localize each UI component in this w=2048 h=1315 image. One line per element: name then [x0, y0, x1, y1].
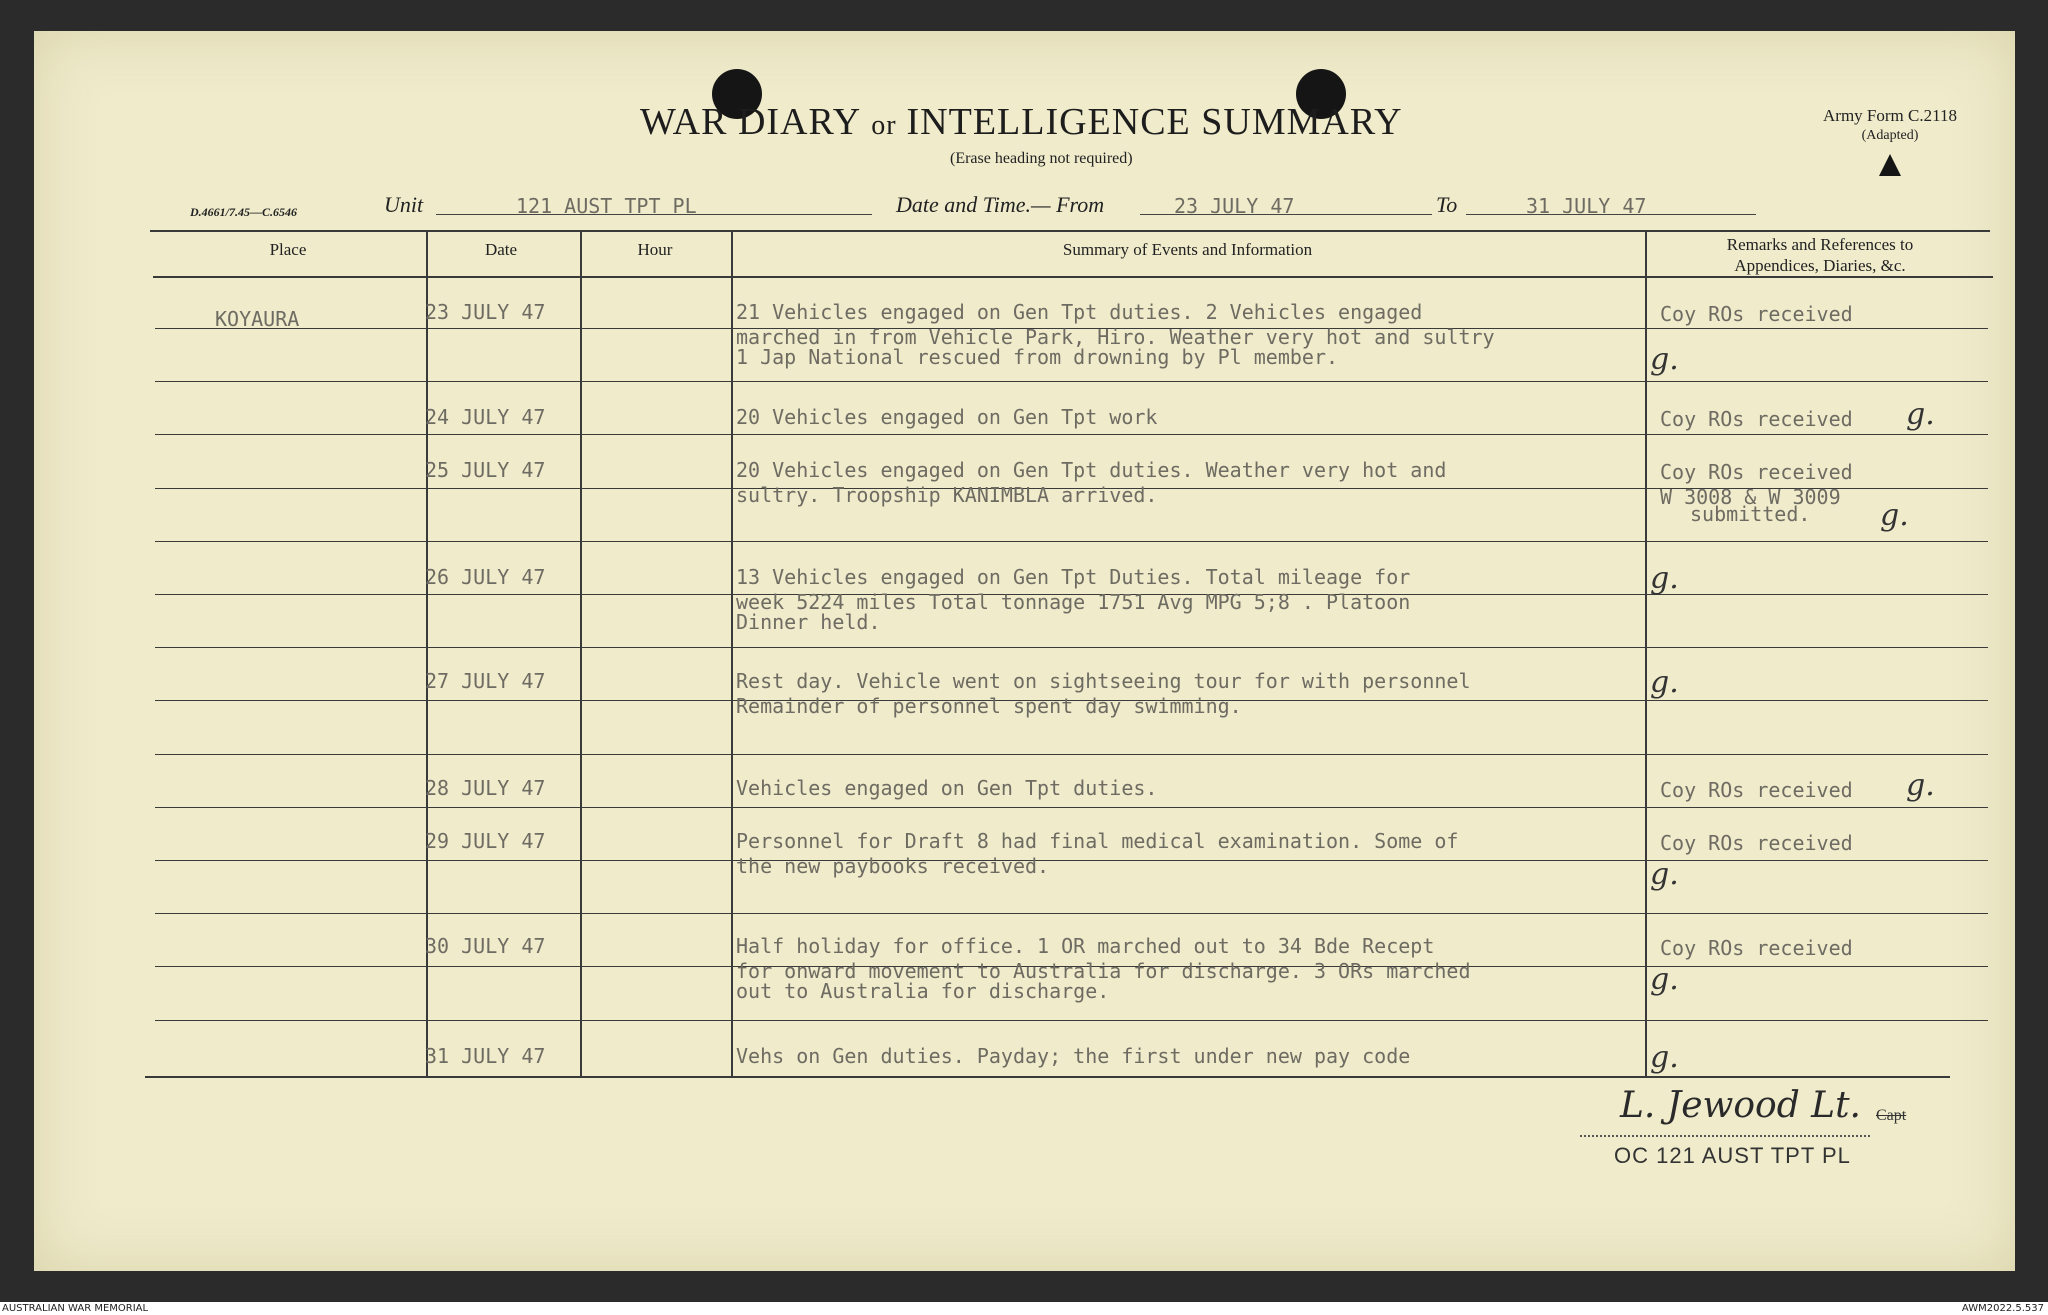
- table-rule-h-12: [155, 860, 1988, 861]
- handwritten-signature: L. Jewood Lt.: [1620, 1085, 1861, 1126]
- entry-date: 25 JULY 47: [425, 458, 546, 482]
- unit-value: 121 AUST TPT PL: [516, 194, 697, 218]
- initials-mark: g.: [1650, 665, 1679, 700]
- entry-summary-line: sultry. Troopship KANIMBLA arrived.: [736, 483, 1158, 507]
- to-label: To: [1436, 192, 1458, 217]
- entry-date: 27 JULY 47: [425, 669, 546, 693]
- signature-line: [1580, 1135, 1870, 1137]
- archive-footer: [0, 1302, 2048, 1315]
- entry-remark: W 3008 & W 3009: [1660, 485, 1841, 509]
- army-form-number: Army Form C.2118 (Adapted): [1823, 106, 1957, 143]
- initials-mark: g.: [1650, 857, 1679, 892]
- entry-summary-line: 13 Vehicles engaged on Gen Tpt Duties. Total mileage for: [736, 565, 1411, 589]
- entry-summary-line: Personnel for Draft 8 had final medical examination. Some of: [736, 829, 1459, 853]
- table-rule-h-13: [155, 913, 1988, 914]
- entry-remark: Coy ROs received: [1660, 460, 1853, 484]
- entry-summary-line: Vehs on Gen duties. Payday; the first under new pay code: [736, 1044, 1411, 1068]
- entry-summary-line: Vehicles engaged on Gen Tpt duties.: [736, 776, 1158, 800]
- entry-summary-line: marched in from Vehicle Park, Hiro. Weather very hot and sultry: [736, 325, 1495, 349]
- initials-mark: g.: [1650, 1040, 1679, 1075]
- entry-summary-line: Half holiday for office. 1 OR marched out to 34 Bde Recept: [736, 934, 1435, 958]
- form-code: D.4661/7.45—C.6546: [190, 205, 298, 219]
- entry-date: 29 JULY 47: [425, 829, 546, 853]
- entry-summary-line: out to Australia for discharge.: [736, 979, 1110, 1003]
- table-rule-h-16: [145, 1076, 1950, 1078]
- entry-summary-line: Dinner held.: [736, 610, 881, 634]
- to-value: 31 JULY 47: [1526, 194, 1647, 218]
- triangle-marker-icon: [1879, 154, 1901, 176]
- entry-remark: Coy ROs received: [1660, 778, 1853, 802]
- entry-date: 28 JULY 47: [425, 776, 546, 800]
- table-rule-h-6: [155, 541, 1988, 542]
- table-rule-h-1: [153, 276, 1993, 278]
- signatory-designation: OC 121 AUST TPT PL: [1614, 1143, 1851, 1168]
- entry-remark: Coy ROs received: [1660, 302, 1853, 326]
- initials-mark: g.: [1906, 768, 1935, 803]
- entry-summary-line: week 5224 miles Total tonnage 1751 Avg MPG 5;8 . Platoon: [736, 590, 1411, 614]
- page-title: WAR DIARY or INTELLIGENCE SUMMARY: [640, 101, 1403, 143]
- entry-date: 30 JULY 47: [425, 934, 546, 958]
- entry-date: 24 JULY 47: [425, 405, 546, 429]
- table-rule-h-3: [155, 381, 1988, 382]
- table-rule-h-15: [155, 1020, 1988, 1021]
- table-rule-h-4: [155, 434, 1988, 435]
- initials-mark: g.: [1906, 397, 1935, 432]
- entry-date: 26 JULY 47: [425, 565, 546, 589]
- table-rule-h-10: [155, 754, 1988, 755]
- initials-mark: g.: [1650, 342, 1679, 377]
- entry-summary-line: the new paybooks received.: [736, 854, 1050, 878]
- entry-summary-line: Remainder of personnel spent day swimming.: [736, 694, 1242, 718]
- col-header-date: Date: [484, 240, 518, 259]
- page-subtitle: (Erase heading not required): [950, 150, 1133, 167]
- initials-mark: g.: [1880, 498, 1909, 533]
- entry-remark: Coy ROs received: [1660, 936, 1853, 960]
- col-header-hour: Hour: [637, 240, 673, 259]
- date-from-label: Date and Time.— From: [896, 192, 1105, 217]
- from-value: 23 JULY 47: [1174, 194, 1295, 218]
- initials-mark: g.: [1650, 561, 1679, 596]
- struck-capt-label: Capt: [1876, 1107, 1907, 1124]
- unit-label: Unit: [384, 192, 424, 217]
- entry-summary-line: 20 Vehicles engaged on Gen Tpt work: [736, 405, 1158, 429]
- entry-summary-line: 20 Vehicles engaged on Gen Tpt duties. Weather very hot and: [736, 458, 1447, 482]
- initials-mark: g.: [1650, 962, 1679, 997]
- archive-name: AUSTRALIAN WAR MEMORIAL: [2, 1303, 149, 1314]
- entry-remark: Coy ROs received: [1660, 831, 1853, 855]
- table-rule-v-2: [731, 232, 733, 1078]
- table-rule-h-8: [155, 647, 1988, 648]
- table-rule-h-11: [155, 807, 1988, 808]
- table-rule-v-3: [1645, 232, 1647, 1078]
- entry-date: 31 JULY 47: [425, 1044, 546, 1068]
- col-header-summary: Summary of Events and Information: [1062, 240, 1313, 259]
- col-header-place: Place: [269, 240, 307, 259]
- entry-summary-line: 1 Jap National rescued from drowning by Pl member.: [736, 345, 1339, 369]
- entry-summary-line: Rest day. Vehicle went on sightseeing tour for with personnel: [736, 669, 1471, 693]
- place-value: KOYAURA: [215, 307, 300, 331]
- table-rule-v-1: [580, 232, 582, 1078]
- entry-date: 23 JULY 47: [425, 300, 546, 324]
- entry-remark: submitted.: [1690, 502, 1811, 526]
- entry-summary-line: for onward movement to Australia for discharge. 3 ORs marched: [736, 959, 1471, 983]
- entry-summary-line: 21 Vehicles engaged on Gen Tpt duties. 2 Vehicles engaged: [736, 300, 1423, 324]
- col-header-remarks: Remarks and References to Appendices, Diaries, &c.: [1726, 235, 1914, 275]
- archive-reference: AWM2022.5.537: [1961, 1303, 2044, 1314]
- entry-remark: Coy ROs received: [1660, 407, 1853, 431]
